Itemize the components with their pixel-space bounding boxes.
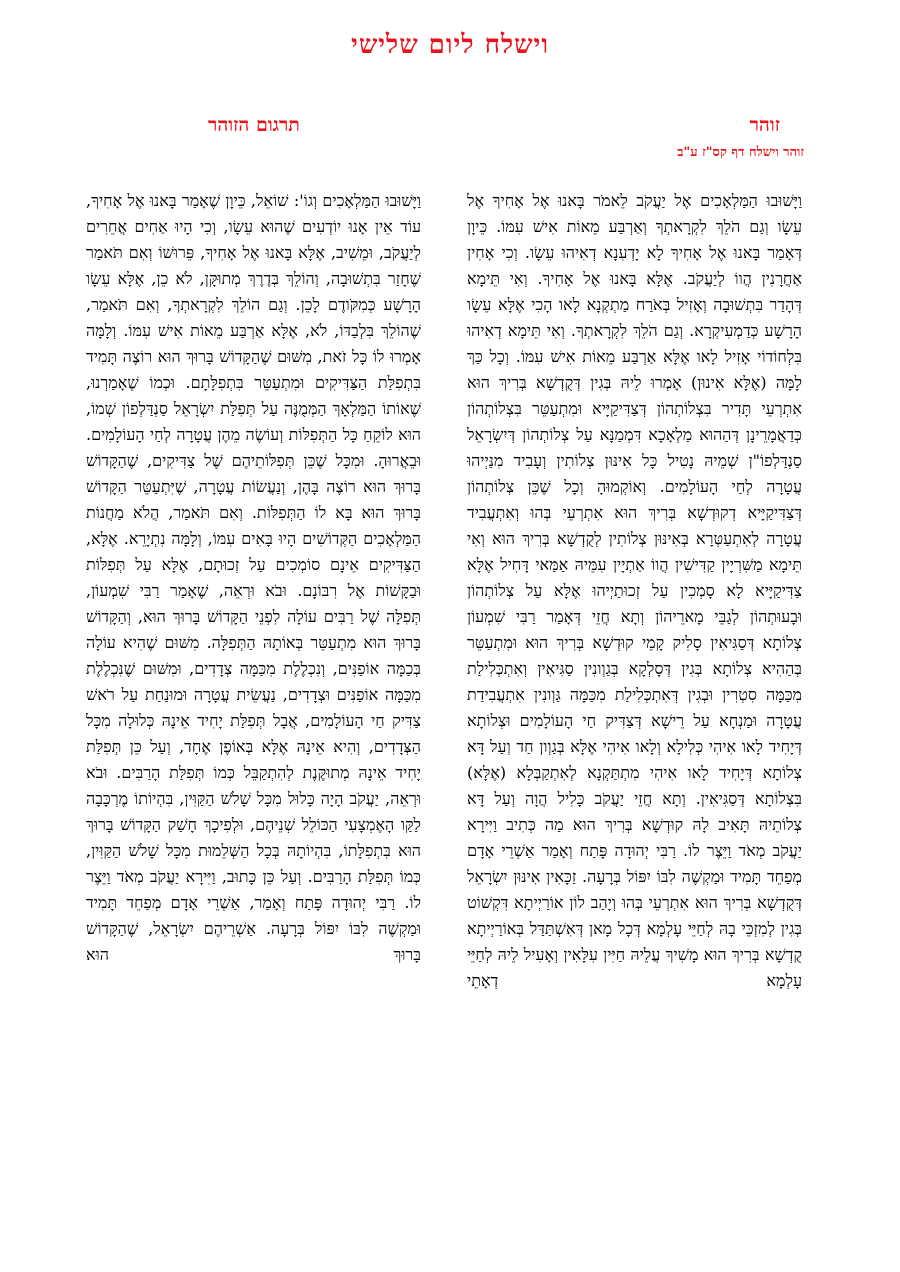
zohar-column-heading: זוהר <box>749 114 780 136</box>
zohar-text-column: וַיָּשׁוּבוּ הַמַּלְאָכִים אֶל יַעֲקֹב לֵאמֹר בָּאנוּ אֶל אָחִיךָ אֶל עֵשָׂו וְגַם הֹלֵךְ לִקְרָאתְךָ וְאַרְבַּע מֵאוֹת אִישׁ עִמּוֹ. כֵּיוָן דְּאָמַר בָּאנוּ אֶל אָחִיךָ לָא יָדְעִנָא דְאִיהוּ עֵשָׂו. וְכִי אָחִין אַחֲרָנִין הֲווֹ לְיַעֲקֹב. אֶלָּא בָּאנוּ אֶל אָחִיךָ. וְאִי תֵּימָא דְּהָדַר בִּתְשׁוּבָה וְאָזִיל בְּאֹרַח מַתְקְנָא לָאו הָכִי אֶלָּא עֵשָׂו הָרָשָׁע כְּדַמְעִיקְרָא. וְגַם הֹלֵךְ לִקְרָאתְךָ. וְאִי תֵּימָא דְאִיהוּ בִּלְחוֹדוֹי אָזִיל לָאו אֶלָּא אַרְבַּע מֵאוֹת אִישׁ עִמּוֹ. וְכָל כַּךְ לָמָּה (אֶלָּא אִינוּן) אָמְרוּ לֵיהּ בְּגִין דְּקֻדְשָׁא בְּרִיךְ הוּא אִתְרְעֵי תָּדִיר בִּצְלוֹתְהוֹן דְּצַדִּיקַיָּיא וּמִתְעַטֵּר בִּצְלוֹתְהוֹן כְּדַאֲמָרֵינָן דְּהַהוּא מַלְאָכָא דִּמְמַנָּא עַל צְלוֹתְהוֹן דְּיִשְׂרָאֵל סַנְדַּלְפוֹ"ן שְׁמֵיהּ נָטִיל כָּל אִינּוּן צְלוֹתִין וְעָבִיד מִנַּיְיהוּ עֲטָרָה לְחַי הָעוֹלָמִים. וְאוֹקְמוּהָ וְכָל שֶׁכֵּן צְלוֹתְהוֹן דְּצַדִּיקַיָּיא דְקוּדְשָׁא בְּרִיךְ הוּא אִתְרְעֵי בְּהוּ וְאִתְעֲבִיד עֲטָרָה לְאִתְעַטְּרָא בְּאִינּוּן צְלוֹתִין לְקֻדְשָׁא בְּרִיךְ הוּא וְאִי תֵּימָא מַשִּׁרְיָין קַדִּישִׁין הֲווֹ אַתְיָין עִמֵּיהּ אַמַּאי דָּחִיל אֶלָּא צַדִּיקַיָּיא לָא סָמְכִין עַל זְכוּתַיְיהוּ אֶלָּא עַל צְלוֹתְהוֹן וּבָעוּתְהוֹן לְגַבֵּי מָארֵיהוֹן וְתָא חֲזֵי דְּאָמַר רַבִּי שִׁמְעוֹן צְלוֹתָא דְּסַגִּיאִין סָלִיק קָמֵי קוּדְשָׁא בְּרִיךְ הוּא וּמִתְעַטֵּר בְּהַהִיא צְלוֹתָא בְּגִין דְּסָלְקָא בְּגַוְונִין סַגִּיאִין וְאִתְכְּלִילַת מִכַּמָּה סִטְרִין וּבְגִין דְּאִתְכְּלִילַת מִכַּמָּה גַּוְונִין אִתְעֲבִידַת עֲטָרָה וּמַנְחָא עַל רֵישָׁא דְּצַדִּיק חַי הָעוֹלָמִים וּצְלוֹתָא דְּיָחִיד לָאו אִיהִי כְּלִילָא וְלָאו אִיהִי אֶלָּא בְּגַוְון חַד וְעַל דָּא צְלוֹתָא דְּיָחִיד לָאו אִיהִי מִתְתַּקְנָא לְאִתְקַבְּלָא (אֶלָּא) בִּצְלוֹתָא דְּסַגִּיאִין. וְתָא חֲזֵי יַעֲקֹב כָּלִיל הֲוָה וְעַל דָּא צְלוֹתֵיהּ תָּאִיב לָהּ קוּדְשָׁא בְּרִיךְ הוּא מַה כְּתִיב וַיִּירָא יַעֲקֹב מְאֹד וַיֵּצֶר לוֹ. רַבִּי יְהוּדָה פָּתַח וְאָמַר אַשְׁרֵי אָדָם מְפַחֵד תָּמִיד וּמַקְשֶׁה לִבּוֹ יִפּוֹל בְּרָעָה. זַכָּאִין אִינּוּן יִשְׂרָאֵל דְּקֻדְשָׁא בְּרִיךְ הוּא אִתְרְעֵי בְּהוּ וְיָהַב לוֹן אוֹרַיְיתָא דִּקְשׁוֹט בְּגִין לְמִזְכֵּי בָהּ לְחַיֵּי עָלְמָא דְּכָל מָאן דְּאִשְׁתַּדַּל בְּאוֹרַיְיתָא קֻדְשָׁא בְּרִיךְ הוּא מָשִׁיךְ עֲלֵיהּ חַיִּין עִלָּאִין וְאָעִיל לֵיהּ לְחַיֵּי עָלְמָא דְאָתֵי <box>467 191 802 990</box>
translation-text-column: וַיָּשׁוּבוּ הַמַּלְאָכִים וְגוֹ': שׁוֹאֵל, כֵּיוָן שֶׁאָמַר בָּאנוּ אֶל אָחִיךָ, עוֹד אֵין אָנוּ יוֹדְעִים שֶׁהוּא עֵשָׂו, וְכִי הָיוּ אַחִים אֲחֵרִים לְיַעֲקֹב, וּמֵשִׁיב, אֶלָּא בָּאנוּ אֶל אָחִיךָ, פֵּרוּשׁוֹ וְאִם תֹּאמַר שֶׁחָזַר בִּתְשׁוּבָה, וְהוֹלֵךְ בְּדֶרֶךְ מְתוּקָּן, לֹא כֵן, אֶלָּא עֵשָׂו הָרָשָׁע כְּמִקֹּודֶם לָכֵן. וְגַם הוֹלֵךְ לִקְרָאתְךָ, וְאִם תֹּאמַר, שֶׁהוֹלֵךְ בִּלְבַדּוֹ, לֹא, אֶלָּא אַרְבַּע מֵאוֹת אִישׁ עִמּוֹ. וְלָמָּה אָמְרוּ לוֹ כָּל זֹאת, מִשּׁוּם שֶׁהַקָּדוֹשׁ בָּרוּךְ הוּא רוֹצֶה תָּמִיד בִּתְפִלַּת הַצַּדִּיקִים וּמִתְעַטֵּר בִּתְפִלָּתָם. וּכְמוֹ שֶׁאָמַרְנוּ, שֶׁאוֹתוֹ הַמַּלְאָךְ הַמְּמֻנֶּה עַל תְּפִלַּת יִשְׂרָאֵל סַנְדַּלְפוֹן שְׁמוֹ, הוּא לוֹקֵחַ כָּל הַתְּפִלּוֹת וְעוֹשֶׂה מֵהֶן עֲטָרָה לְחַי הָעוֹלָמִים. וּבֵאֲרוּהָ. וּמִכָּל שֶׁכֵּן תְּפִלּוֹתֵיהֶם שֶׁל צַדִּיקִים, שֶׁהַקָּדוֹשׁ בָּרוּךְ הוּא רוֹצֶה בָּהֶן, וְנַעֲשׂוֹת עֲטָרָה, שֶׁיִּתְעַטֵּר הַקָּדוֹשׁ בָּרוּךְ הוּא בָּא לוֹ הַתְּפִלּוֹת. וְאִם תֹּאמַר, הֲלֹא מַחֲנוֹת הַמַּלְאָכִים הַקְּדוֹשִׁים הָיוּ בָּאִים עִמּוֹ, וְלָמָּה נִתְיָרֵא. אֶלָּא, הַצַּדִּיקִים אֵינָם סוֹמְכִים עַל זְכוּתָם, אֶלָּא עַל תְּפִלּוֹת וּבַקָּשׁוֹת אֶל רִבּוֹנָם. וּבֹא וּרְאֵה, שֶׁאָמַר רַבִּי שִׁמְעוֹן, תְּפִלָּה שֶׁל רַבִּים עוֹלָה לִפְנֵי הַקָּדוֹשׁ בָּרוּךְ הוּא, וְהַקָּדוֹשׁ בָּרוּךְ הוּא מִתְעַטֵּר בְּאוֹתָהּ הַתְּפִלָּה. מִשּׁוּם שֶׁהִיא עוֹלָה בְּכַמָּה אוֹפַנִּים, וְנִכְלֶלֶת מִכַּמָּה צְדָדִים, וּמִשּׁוּם שֶׁנִּכְלֶלֶת מִכַּמָּה אוֹפַנִּים וּצְדָדִים, נַעֲשֵׂית עֲטָרָה וּמוּנַחַת עַל רֹאשׁ צַדִּיק חַי הָעוֹלָמִים, אֲבָל תְּפִלַּת יָחִיד אֵינָהּ כְּלוּלָה מִכָּל הַצְּדָדִים, וְהִיא אֵינָהּ אֶלָּא בְּאוֹפֶן אֶחָד, וְעַל כֵּן תְּפִלַּת יָחִיד אֵינָהּ מְתוּקֶּנֶת לְהִתְקַבֵּל כְּמוֹ תְּפִלַּת הָרַבִּים. וּבֹא וּרְאֵה, יַעֲקֹב הָיָה כָּלוּל מִכָּל שָׁלֹשׁ הַקַּוִּין, בִּהְיוֹתוֹ מֶרְכָּבָה לַקַּו הָאֶמְצָעִי הַכּוֹלֵל שְׁנֵיהֶם, וּלְפִיכָךְ חָשַׁק הַקָּדוֹשׁ בָּרוּךְ הוּא בִּתְפִלָּתוֹ, בִּהְיוֹתָהּ בְּכָל הַשְּׁלֵמוּת מִכָּל שָׁלֹשׁ הַקַּוִּין, כְּמוֹ תְּפִלַּת הָרַבִּים. וְעַל כֵּן כָּתוּב, וַיִּירָא יַעֲקֹב מְאֹד וַיֵּצֶר לוֹ. רַבִּי יְהוּדָה פָּתַח וְאָמַר, אַשְׁרֵי אָדָם מְפַחֵד תָּמִיד וּמַקְשֶׁה לִבּוֹ יִפּוֹל בְּרָעָה. אַשְׁרֵיהֶם יִשְׂרָאֵל, שֶׁהַקָּדוֹשׁ בָּרוּךְ הוּא <box>86 191 421 964</box>
source-reference: זוהר וישלח דף קס"ז ע"ב <box>677 145 804 160</box>
translation-column-heading: תרגום הזוהר <box>208 114 300 136</box>
page-title: וישלח ליום שלישי <box>351 30 549 60</box>
